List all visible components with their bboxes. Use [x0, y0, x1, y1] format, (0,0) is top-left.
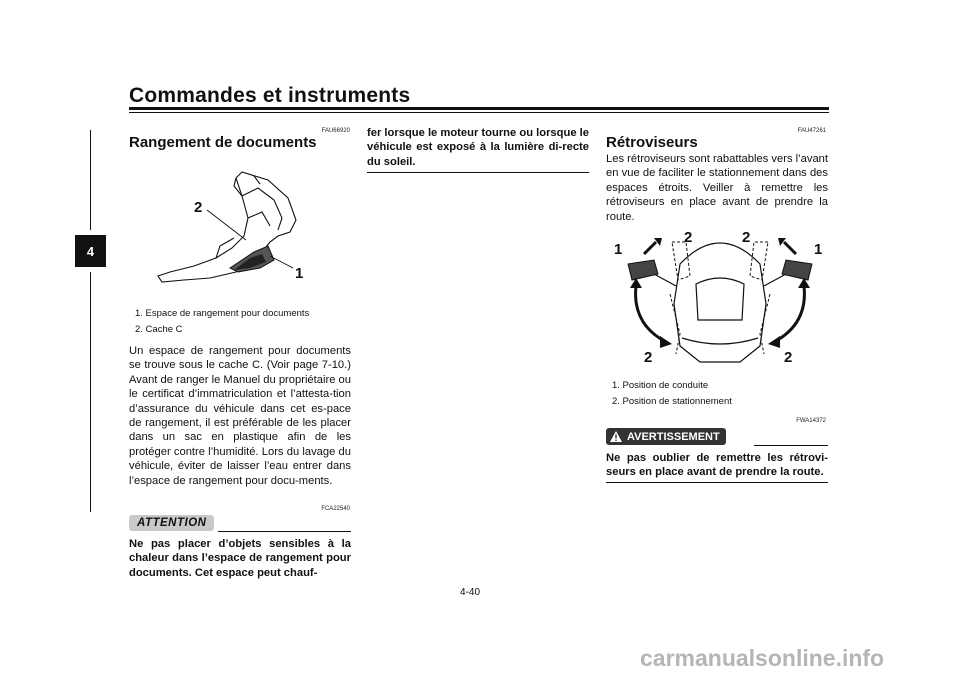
mirror-caption-2: 2. Position de stationnement: [612, 396, 732, 407]
warning-triangle-icon: [609, 430, 623, 443]
figure-label-2: 2: [194, 199, 203, 216]
section-heading-mirrors: Rétroviseurs: [606, 134, 698, 151]
header-rule: [129, 107, 829, 110]
caution-end-rule: [367, 172, 589, 173]
chapter-tab: 4: [75, 235, 106, 267]
warning-code: FWA14372: [796, 418, 826, 424]
warning-badge: [606, 428, 726, 445]
document-storage-illustration: [150, 168, 330, 296]
mirror-caption-1: 1. Position de conduite: [612, 380, 709, 391]
section-code-mirrors: FAU47261: [797, 128, 826, 134]
caution-rule: [218, 531, 351, 532]
page-header-title: Commandes et instruments: [129, 84, 411, 107]
caution-code: FCA22540: [321, 506, 350, 512]
caution-badge: ATTENTION: [129, 515, 214, 531]
header-rule-thin: [129, 112, 829, 113]
mirror-label-2-bottom-right: 2: [784, 349, 793, 366]
figure-label-1: 1: [295, 265, 304, 282]
mirror-label-2-top-right: 2: [742, 229, 751, 246]
section-heading: Rangement de documents: [129, 134, 317, 151]
mirrors-body-text: Les rétroviseurs sont rabattables vers l’avant en vue de faciliter le stationnement dans des espaces étroits. Veiller à remettre les rétroviseurs en place avant de prendre la route.: [606, 153, 828, 223]
caution-text-continued: fer lorsque le moteur tourne ou lorsque le véhicule est exposé à la lumière di-recte du soleil.: [367, 127, 589, 168]
side-tab-line-bottom: [90, 272, 91, 512]
caution-text: Ne pas placer d’objets sensibles à la chaleur dans l’espace de rangement pour documents. Cet espace peut chauf-: [129, 538, 351, 579]
page-number: 4-40: [460, 587, 481, 598]
warning-text: Ne pas oublier de remettre les rétrovi-seurs en place avant de prendre la route.: [606, 452, 828, 479]
warning-end-rule: [606, 482, 828, 483]
mirror-label-2-top-left: 2: [684, 229, 693, 246]
storage-body-text: Un espace de rangement pour documents se trouve sous le cache C. (Voir page 7-10.) Avant de ranger le Manuel du propriétaire ou le certificat d’immatriculation et l’attesta-tion d’assurance du véhicule dans cet es-pace de rangement, il est préférable de les placer dans un sac en plastique afin de les protéger contre l’humidité. Lors du lavage du véhicule, éviter de laisser l’eau entrer dans l’espace de rangement pour docu-ments.: [129, 345, 351, 487]
mirror-label-1-left: 1: [614, 241, 623, 258]
warning-rule: [754, 445, 828, 446]
watermark: carmanualsonline.info: [640, 645, 885, 671]
mirrors-illustration: [610, 224, 830, 374]
warning-label: AVERTISSEMENT: [627, 430, 720, 443]
mirror-label-1-right: 1: [814, 241, 823, 258]
figure-caption-1: 1. Espace de rangement pour documents: [135, 308, 310, 319]
mirror-label-2-bottom-left: 2: [644, 349, 653, 366]
side-tab-line-top: [90, 130, 91, 230]
figure-caption-2: 2. Cache C: [135, 324, 183, 335]
section-code: FAU66920: [321, 128, 350, 134]
